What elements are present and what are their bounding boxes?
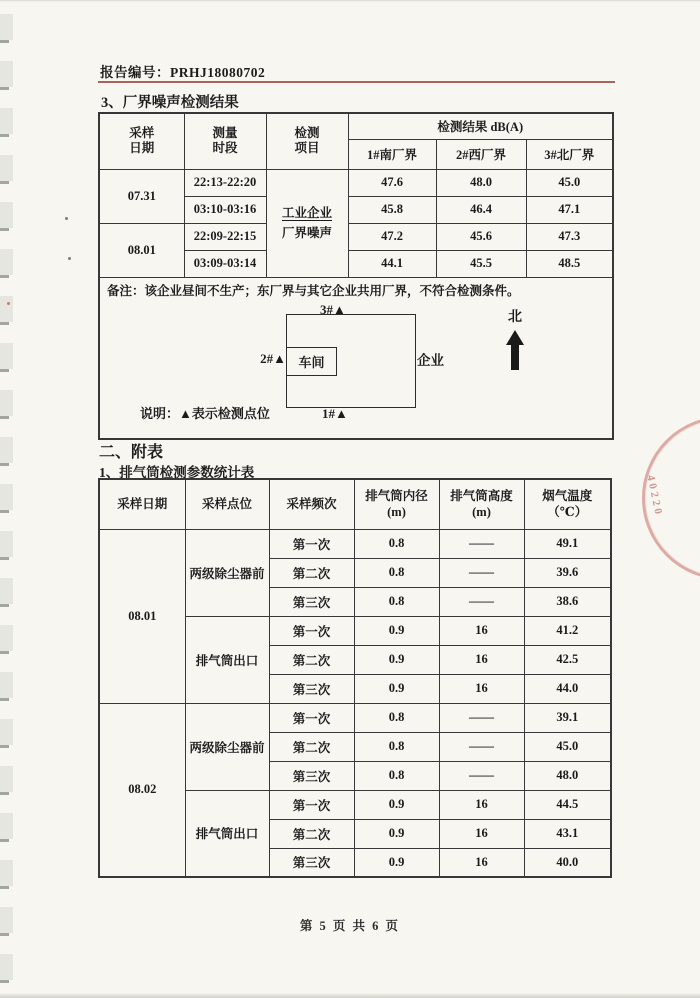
cell-value: 40.0 — [524, 848, 611, 877]
north-arrow-icon — [506, 330, 524, 345]
cell-frequency: 第一次 — [269, 703, 354, 732]
note-cell: 备注：该企业昼间不生产；东厂界与其它企业共用厂界，不符合检测条件。 — [99, 277, 613, 303]
item-line-underlined: 工业企业 — [281, 206, 332, 220]
noise-results-table — [98, 112, 614, 440]
cell-value: 0.8 — [354, 732, 439, 761]
scan-speck — [68, 257, 71, 260]
stamp-digits: 40220 — [644, 474, 665, 519]
cell-value: —— — [439, 558, 524, 587]
cell-time: 03:10-03:16 — [184, 196, 266, 223]
cell-value: 0.9 — [354, 819, 439, 848]
enterprise-label: 企业 — [417, 353, 444, 368]
header-cell-point-south: 1#南厂界 — [348, 139, 436, 169]
report-number — [100, 61, 265, 81]
header-line: (m) — [387, 505, 406, 520]
cell-value: —— — [439, 587, 524, 616]
cell-value: 0.9 — [354, 674, 439, 703]
cell-value: 16 — [439, 790, 524, 819]
cell-value: 39.1 — [524, 703, 611, 732]
header-line: 时段 — [212, 141, 238, 156]
header-cell-sample-date — [99, 479, 185, 529]
cell-value: 47.3 — [526, 223, 613, 250]
workshop-rect — [286, 347, 337, 376]
cell-value: 0.9 — [354, 645, 439, 674]
cell-value: 16 — [439, 819, 524, 848]
cell-location: 排气筒出口 — [185, 616, 269, 703]
header-cell-flue-gas-temp — [524, 479, 611, 529]
page-number: 第 5 页 共 6 页 — [299, 919, 401, 933]
cell-value: 47.6 — [348, 169, 436, 196]
cell-value: 45.0 — [526, 169, 613, 196]
cell-value: 44.0 — [524, 674, 611, 703]
cell-frequency: 第二次 — [269, 645, 354, 674]
cell-value: 48.5 — [526, 250, 613, 277]
header-line: 采样点位 — [201, 497, 252, 512]
monitor-point-1: 1#▲ — [322, 406, 348, 421]
cell-value: 48.0 — [524, 761, 611, 790]
header-cell-measure-time — [184, 113, 266, 169]
header-line: 排气筒内径 — [365, 489, 428, 504]
scan-speck — [7, 302, 10, 305]
diagram-legend: 说明：▲表示检测点位 — [140, 406, 270, 421]
cell-time: 03:09-03:14 — [184, 250, 266, 277]
cell-value: 44.1 — [348, 250, 436, 277]
header-line: 项目 — [294, 141, 320, 156]
item-line: 厂界噪声 — [281, 226, 332, 240]
appendix-section-title: 二、附表 — [99, 444, 164, 461]
noise-section-title: 3、厂界噪声检测结果 — [101, 95, 239, 111]
cell-date: 08.02 — [99, 703, 185, 877]
cell-value: 16 — [439, 848, 524, 877]
cell-value: 39.6 — [524, 558, 611, 587]
header-cell-test-item — [266, 113, 348, 169]
cell-location: 两级除尘器前 — [185, 529, 269, 616]
header-cell-sample-date — [99, 113, 184, 169]
header-cell-sample-frequency — [269, 479, 354, 529]
cell-value: —— — [439, 732, 524, 761]
north-arrow-stem — [511, 345, 519, 370]
cell-frequency: 第二次 — [269, 558, 354, 587]
cell-value: 0.8 — [354, 761, 439, 790]
cell-time: 22:13-22:20 — [184, 169, 266, 196]
header-line: （℃） — [547, 505, 588, 520]
cell-value: 0.8 — [354, 587, 439, 616]
cell-value: 45.0 — [524, 732, 611, 761]
cell-value: 42.5 — [524, 645, 611, 674]
report-number-underline — [98, 81, 615, 83]
cell-frequency: 第一次 — [269, 616, 354, 645]
cell-value: 45.6 — [436, 223, 526, 250]
cell-value: 46.4 — [436, 196, 526, 223]
cell-value: 0.9 — [354, 616, 439, 645]
cell-value: 48.0 — [436, 169, 526, 196]
workshop-label: 车间 — [298, 355, 325, 370]
cell-value: —— — [439, 529, 524, 558]
cell-value: 43.1 — [524, 819, 611, 848]
cell-value: 16 — [439, 645, 524, 674]
header-line: (m) — [472, 505, 491, 520]
cell-frequency: 第三次 — [269, 674, 354, 703]
cell-value: 0.9 — [354, 848, 439, 877]
site-diagram-cell — [99, 303, 613, 439]
cell-location: 排气筒出口 — [185, 790, 269, 877]
binding-edge-dashes — [0, 0, 9, 998]
cell-frequency: 第三次 — [269, 761, 354, 790]
cell-value: 45.8 — [348, 196, 436, 223]
cell-frequency: 第一次 — [269, 529, 354, 558]
monitor-point-2: 2#▲ — [260, 351, 286, 366]
stack-parameters-table — [98, 478, 612, 878]
stack-params-table-title: 1、排气筒检测参数统计表 — [99, 465, 255, 480]
monitor-point-3: 3#▲ — [320, 302, 346, 317]
cell-time: 22:09-22:15 — [184, 223, 266, 250]
cell-value: 16 — [439, 674, 524, 703]
header-line: 检测 — [294, 126, 320, 141]
cell-frequency: 第一次 — [269, 790, 354, 819]
red-seal-stamp — [642, 416, 700, 574]
page-bottom-edge — [0, 993, 700, 998]
cell-value: 47.2 — [348, 223, 436, 250]
header-cell-stack-diameter — [354, 479, 439, 529]
header-line: 采样 — [129, 126, 155, 141]
cell-date: 08.01 — [99, 529, 185, 703]
cell-value: 38.6 — [524, 587, 611, 616]
cell-value: —— — [439, 703, 524, 732]
cell-date: 07.31 — [99, 169, 184, 223]
header-line: 采样日期 — [117, 497, 168, 512]
cell-value: 49.1 — [524, 529, 611, 558]
header-cell-sample-location — [185, 479, 269, 529]
cell-value: —— — [439, 761, 524, 790]
page-top-edge — [0, 0, 700, 2]
cell-test-item — [266, 169, 348, 277]
north-label: 北 — [508, 310, 522, 325]
cell-frequency: 第三次 — [269, 587, 354, 616]
cell-value: 47.1 — [526, 196, 613, 223]
cell-value: 16 — [439, 616, 524, 645]
site-diagram — [100, 303, 612, 438]
scan-speck — [65, 217, 68, 220]
header-cell-result-group: 检测结果 dB(A) — [348, 113, 613, 139]
header-cell-point-north: 3#北厂界 — [526, 139, 613, 169]
cell-value: 0.8 — [354, 703, 439, 732]
cell-frequency: 第二次 — [269, 732, 354, 761]
header-cell-point-west: 2#西厂界 — [436, 139, 526, 169]
header-cell-stack-height — [439, 479, 524, 529]
header-line: 烟气温度 — [542, 489, 593, 504]
cell-date: 08.01 — [99, 223, 184, 277]
report-number-label: 报告编号： — [100, 65, 170, 80]
north-indicator — [498, 306, 532, 370]
header-line: 排气筒高度 — [450, 489, 513, 504]
header-line: 日期 — [129, 141, 155, 156]
cell-value: 0.8 — [354, 529, 439, 558]
cell-value: 44.5 — [524, 790, 611, 819]
cell-value: 0.9 — [354, 790, 439, 819]
cell-value: 41.2 — [524, 616, 611, 645]
cell-frequency: 第二次 — [269, 819, 354, 848]
report-number-value: PRHJ18080702 — [170, 65, 266, 80]
header-line: 测量 — [212, 126, 238, 141]
header-line: 采样频次 — [286, 497, 337, 512]
cell-location: 两级除尘器前 — [185, 703, 269, 790]
cell-value: 0.8 — [354, 558, 439, 587]
cell-value: 45.5 — [436, 250, 526, 277]
cell-frequency: 第三次 — [269, 848, 354, 877]
